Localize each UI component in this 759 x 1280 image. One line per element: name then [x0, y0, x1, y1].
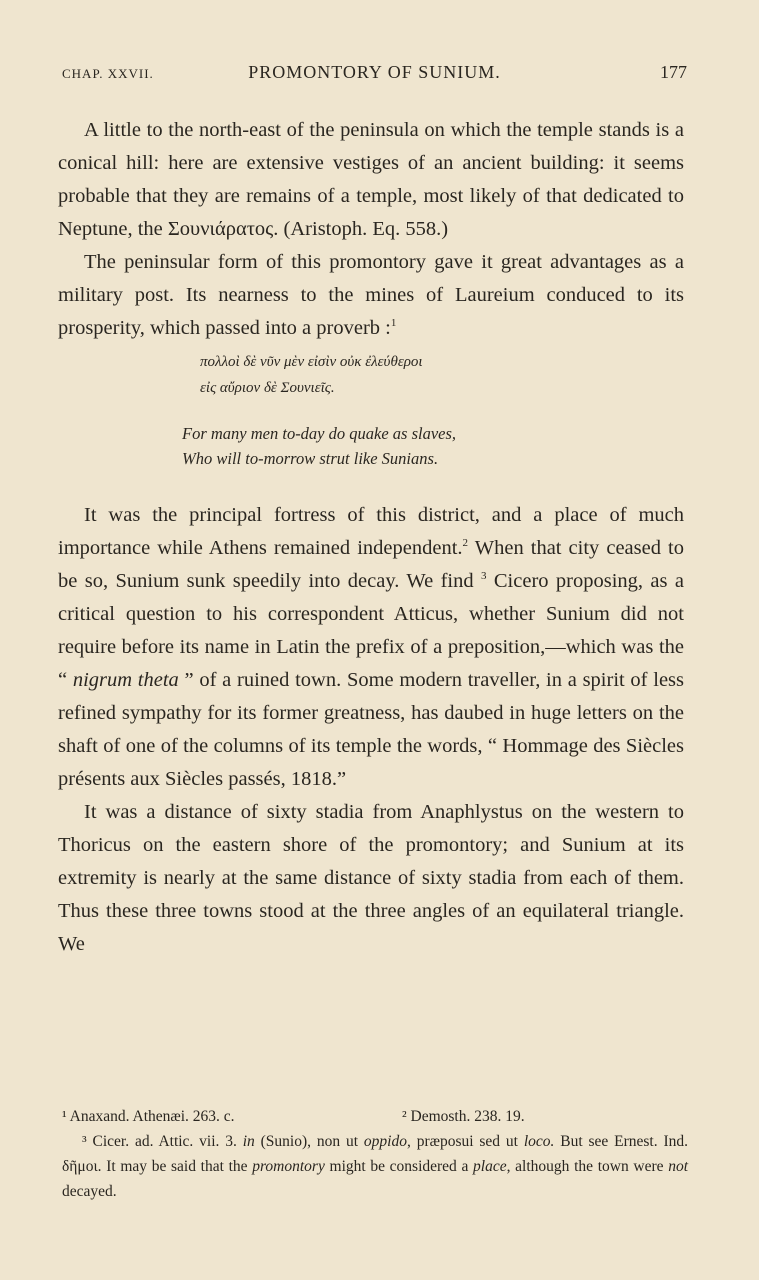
fn3-promontory: promontory [252, 1158, 325, 1175]
fn3-loco: loco. [523, 1133, 555, 1150]
footnote-ref-2: 2 [462, 537, 469, 550]
page-number: 177 [660, 62, 687, 82]
nigrum-theta-italic: nigrum theta [72, 669, 179, 691]
footnote-ref-1: 1 [390, 317, 397, 330]
fn3-e: might be considered a [324, 1158, 474, 1175]
fn3-d: But see Ernest. Ind. δῆμοι. It may be said that the [62, 1133, 688, 1175]
main-text [58, 114, 684, 961]
paragraph-2-text: The peninsular form of this promontory gave it great advantages as a military post. Its nearness to the mines of Laureium conduced to its prosperity, which passed into a proverb : [58, 251, 684, 339]
greek-line-2: εἰς αὔριον δὲ Σουνιεῖς. [200, 380, 335, 396]
fn3-in: in [242, 1133, 255, 1150]
fn3-a: ³ Cicer. ad. Attic. vii. 3. [82, 1133, 243, 1150]
greek-quotation [200, 349, 684, 401]
chapter-label: CHAP. XXVII. [62, 66, 154, 81]
paragraph-3-part-d: ” of a ruined town. Some modern traveller, in a spirit of less refined sympathy for its former greatness, has daubed in huge letters on the shaft of one of the columns of its temple the words, “ Hommage des Siècles présents aux Siècles passés, 1818.” [58, 669, 684, 790]
fn3-f: , although the town were [506, 1158, 669, 1175]
verse-translation [182, 421, 684, 471]
greek-line-1: πολλοὶ δὲ νῦν μὲν εἰσὶν οὐκ ἐλεύθεροι [200, 354, 423, 370]
paragraph-4: It was a distance of sixty stadia from Anaphlystus on the western to Thoricus on the eastern shore of the promontory; and Sunium at its extremity is nearly at the same distance of sixty stadia from each of them. Thus these three towns stood at the three angles of an equilateral triangle. We [58, 801, 684, 955]
footnote-ref-3: 3 [480, 570, 487, 583]
paragraph-3-part-b: When that city ceased to be so, Sunium sunk speedily into decay. We find [58, 537, 684, 592]
fn3-not: not [668, 1158, 688, 1175]
paragraph-3 [58, 499, 684, 796]
fn3-oppido: oppido [363, 1133, 407, 1150]
paragraph-3-part-a: It was the principal fortress of this district, and a place of much importance while Athens remained independent. [58, 504, 684, 559]
fn3-place: place [473, 1158, 507, 1175]
fn3-c: , præposui sed ut [406, 1133, 524, 1150]
footnote-2: ² Demosth. 238. 19. [402, 1108, 525, 1125]
paragraph-3-part-c: Cicero proposing, as a critical question to his correspondent Atticus, whether Sunium did not require before its name in Latin the prefix of a preposition,—which was the “ [58, 570, 684, 691]
paragraph-2 [58, 246, 684, 345]
footnote-3 [62, 1129, 688, 1204]
footnote-row-1 [62, 1104, 688, 1129]
verse-line-1: For many men to-day do quake as slaves, [182, 424, 457, 443]
fn3-g: decayed. [62, 1183, 117, 1200]
page-title: PROMONTORY OF SUNIUM. [248, 62, 501, 82]
running-header [62, 62, 687, 88]
footnotes [62, 1104, 688, 1204]
paragraph-1: A little to the north-east of the peninsula on which the temple stands is a conical hill: here are extensive vestiges of an ancient building: it seems probable that they are remains of a temple, most likely of that dedicated to Neptune, the Σουνιάρατος. (Aristoph. Eq. 558.) [58, 119, 684, 240]
verse-line-2: Who will to-morrow strut like Sunians. [182, 449, 439, 468]
footnote-1: ¹ Anaxand. Athenæi. 263. c. [62, 1108, 235, 1125]
fn3-b: (Sunio), non ut [254, 1133, 364, 1150]
